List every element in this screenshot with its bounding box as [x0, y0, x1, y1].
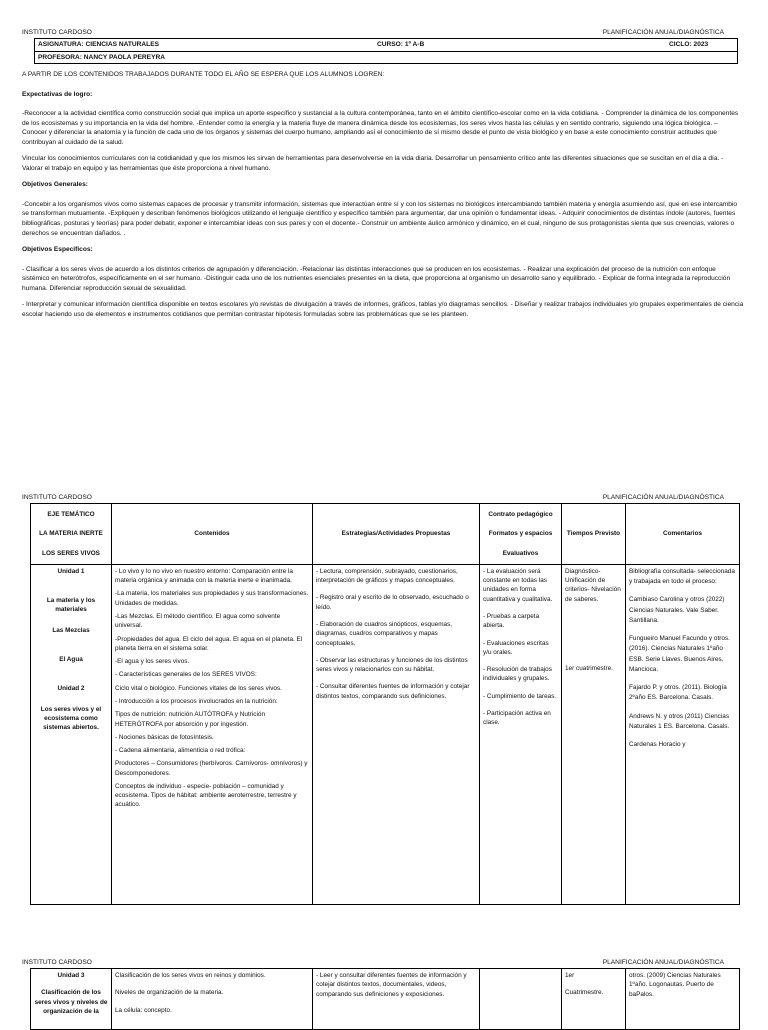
subject-label: ASIGNATURA: CIENCIAS NATURALES	[38, 41, 160, 48]
expectativas-paragraph-2: Vincular los conocimientos curriculares con la cotidianidad y que los mismos les sirvan de herramientas para desenvolverse en la vida diaria. Desarrollar un pensamiento crítico ante las diferentes situaciones que se suscitan en el día a día. - Valorar el trabajo en equipo y las herramientas que éste proporciona a nivel humano.	[22, 155, 724, 172]
table-header-row	[31, 504, 740, 565]
contenidos-header: Contenidos	[112, 504, 313, 565]
unit-1-topic-agua: El Agua	[59, 655, 83, 663]
objetivos-especificos-heading: Objetivos Específicos:	[22, 246, 93, 254]
eje-tematico-cell	[31, 564, 112, 904]
eje-tematico-header: EJE TEMÁTICO LA MATERIA INERTE LOS SERES VIVOS	[31, 504, 112, 565]
contenidos-cell: Clasificación de los seres vivos en reinos y dominios. Niveles de organización de la materia. La célula: concepto.	[112, 969, 313, 1030]
document-type: PLANIFICACIÓN ANUAL/DIAGNÓSTICA	[602, 959, 724, 966]
objetivos-especificos-paragraph-2: - Interpretar y comunicar información científica disponible en textos escolares y/o revistas de divulgación a través de informes, gráficos, tablas y/o diagramas sencillos. - Diseñar y realizar trabajos individuales y/o grupales experimentales de ciencia escolar haciendo uso de elementos e instrumentos cotidianos que permitan contrastar hipótesis formuladas sobre las problemáticas que se les planteen.	[22, 301, 744, 318]
objetivos-generales-heading: Objetivos Generales:	[22, 181, 88, 189]
intro-text: A PARTIR DE LOS CONTENIDOS TRABAJADOS DURANTE TODO EL AÑO SE ESPERA QUE LOS ALUMNOS LOGREN:	[22, 71, 385, 78]
document-type: PLANIFICACIÓN ANUAL/DIAGNÓSTICA	[602, 494, 724, 501]
contenidos-cell: - Lo vivo y lo no vivo en nuestro entorno: Comparación entre la materia orgánica y animada con la materia inerte e inanimada. -La materia, los materiales sus propiedades y sus transformaciones. Unidades de medidas. -Las Mezclas. El método científico. El agua como solvente universal. -Propiedades del agua. El ciclo del agua. El agua en el planeta. El planeta tierra en el sistema solar. -El agua y los seres vivos. - Características generales de los SERES VIVOS: Ciclo vital o biológico. Funciones vitales de los seres vivos. - Introducción a los procesos involucrados en la nutrición: Tipos de nutrición: nutrición AUTÓTROFA y Nutrición HETERÓTROFA por absorción y por ingestión. - Nociones básicas de fotosíntesis. - Cadena alimentaria, alimenticia o red trófica: Productores – Consumidores (herbívoros. Carnívoros- omnívoros) y Descomponedores. Conceptos de individuo - especie- población – comunidad y ecosistema. Tipos de hábitat: ambiente aeroterrestre, terrestre y acuático.	[112, 564, 313, 904]
page1-header	[22, 28, 746, 38]
estrategias-header: Estrategias/Actividades Propuestas	[313, 504, 480, 565]
table-row	[31, 969, 740, 1030]
unit-1-label: Unidad 1	[57, 567, 85, 575]
eje-tematico-cell	[31, 969, 112, 1030]
unit-3-label: Unidad 3	[57, 972, 85, 979]
course-info-box	[34, 38, 738, 64]
unit-2-title: Los seres vivos y el ecosistema como sistemas abiertos.	[40, 705, 102, 732]
unit-1-topic-mezclas: Las Mezclas	[52, 626, 90, 634]
school-name: INSTITUTO CARDOSO	[22, 29, 92, 36]
contrato-cell	[480, 969, 562, 1030]
comentarios-cell: otros. (2009) Ciencias Naturales 1ºaño. Logonautas. Puerto de baPalos.	[626, 969, 740, 1030]
unit-2-label: Unidad 2	[57, 685, 85, 693]
school-name: INSTITUTO CARDOSO	[22, 959, 92, 966]
objectives-section	[22, 70, 744, 326]
school-name: INSTITUTO CARDOSO	[22, 494, 92, 501]
unit-3-title: Clasificación de los seres vivos y niveles de organización de la	[34, 989, 108, 1015]
page3-header	[22, 958, 746, 968]
comentarios-header: Comentarios	[626, 504, 740, 565]
teacher-label: PROFESORA: NANCY PAOLA PEREYRA	[38, 54, 166, 61]
course-label: CURSO: 1º A-B	[377, 41, 425, 48]
cycle-label: CICLO: 2023	[669, 41, 709, 48]
planning-table-continued	[30, 968, 740, 1030]
document-type: PLANIFICACIÓN ANUAL/DIAGNÓSTICA	[602, 29, 724, 36]
expectativas-paragraph-1: -Reconocer a la actividad científica como construcción social que implica un aporte específico y sustancial a la cultura contemporánea, tanto en el ámbito científico-escolar como en la vida cotidiana. - Comprender la dinámica de los componentes de los ecosistemas y su importancia en la vida del hombre. -Entender como la energía y la materia fluye de manera dinámica desde los ecosistemas, los seres vivos hasta las células y en sentido contrario, siguiendo una lógica biológica. – Conocer y diferenciar la anatomía y la función de cada uno de los órganos y sistemas del cuerpo humano, ampliando así el conocimiento de sí mismo desde el punto de vista biológico y en base a este conocimiento construir actitudes que contribuyan al cuidado de la salud.	[22, 110, 739, 146]
tiempos-cell: Diagnóstico- Unificación de criterios- Nivelación de saberes. 1er cuatrimestre.	[562, 564, 626, 904]
estrategias-cell: - Leer y consultar diferentes fuentes de información y cotejar distintos textos, documentales, videos, comparando sus definiciones y exposiciones.	[313, 969, 480, 1030]
estrategias-cell: - Lectura, comprensión, subrayado, cuestionarios, interpretación de gráficos y mapas conceptuales. - Registro oral y escrito de lo observado, escuchado o leído. - Elaboración de cuadros sinópticos, esquemas, diagramas, cuadros comparativos y mapas conceptuales. - Observar las estructuras y funciones de los distintos seres vivos y relacionarlos con su hábitat. - Consultar diferentes fuentes de información y cotejar distintos textos, comparando sus definiciones.	[313, 564, 480, 904]
planning-table	[30, 503, 740, 905]
unit-1-topic-materia: La materia y los materiales	[46, 597, 96, 614]
comentarios-cell: Bibliografía consultada- seleccionada y trabajada en todo el proceso: Cambiaso Carolina y otros (2022) Ciencias Naturales. Vale Saber. Santillana. Fungueiro Manuel Facundo y otros. (2016). Ciencias Naturales 1ºaño ESB. Serie Llaves. Buenos Aires. Mancioca. Fajardo P. y otros. (2011). Biología 2ºaño ES. Barcelona. Casals. Andrews N. y otros (2011) Ciencias Naturales 1 ES. Barcelona. Casals. Cardenas Horacio y	[626, 564, 740, 904]
table-row	[31, 564, 740, 904]
page2-header	[22, 493, 746, 503]
expectativas-heading: Expectativas de logro:	[22, 90, 93, 98]
objetivos-especificos-paragraph-1: - Clasificar a los seres vivos de acuerdo a los distintos criterios de agrupación y diferenciación. -Relacionar las distintas interacciones que se producen en los ecosistemas. - Realizar una explicación del proceso de la nutrición con enfoque sistémico en heterótrofos, específicamente en el ser humano. -Distinguir cada uno de los nutrientes esenciales presentes en la dieta, que proporciona al organismo un desarrollo sano y equilibrado. - Explicar de forma integrada la reproducción humana. Diferenciar reproducción sexual de sexualidad.	[22, 265, 731, 292]
contrato-cell: - La evaluación será constante en todas las unidades en forma cuantitativa y cualitativa. - Pruebas a carpeta abierta. - Evaluaciones escritas y/u orales. - Resolución de trabajos individuales y grupales. - Cumplimiento de tareas. - Participación activa en clase.	[480, 564, 562, 904]
objetivos-generales-paragraph: -Concebir a los organismos vivos como sistemas capaces de procesar y transmitir información, sistemas que interactúan entre sí y con los sistemas no biológicos intercambiando también materia y energía asumiendo así, que en ese intercambio se transforman mutuamente. -Expliquen y describan fenómenos biológicos utilizando el lenguaje científico y específico también para argumentar, dar una opinión o fundamentar ideas. - Adquirir conocimientos de distintas índole (autores, fuentes bibliográficas, posturas y teorías) para poder debatir, exponer e intercambiar ideas con sus pares y con el docente.- Construir un ambiente áulico armónico y dinámico, en el cual, ninguno de sus protagonistas sienta que sus creencias, valores o derechos se encuentran dañados. .	[22, 200, 738, 237]
contrato-header: Contrato pedagógico Formatos y espacios Evaluativos	[480, 504, 562, 565]
tiempos-header: Tiempos Previsto	[562, 504, 626, 565]
tiempos-cell: 1er Cuatrimestre.	[562, 969, 626, 1030]
